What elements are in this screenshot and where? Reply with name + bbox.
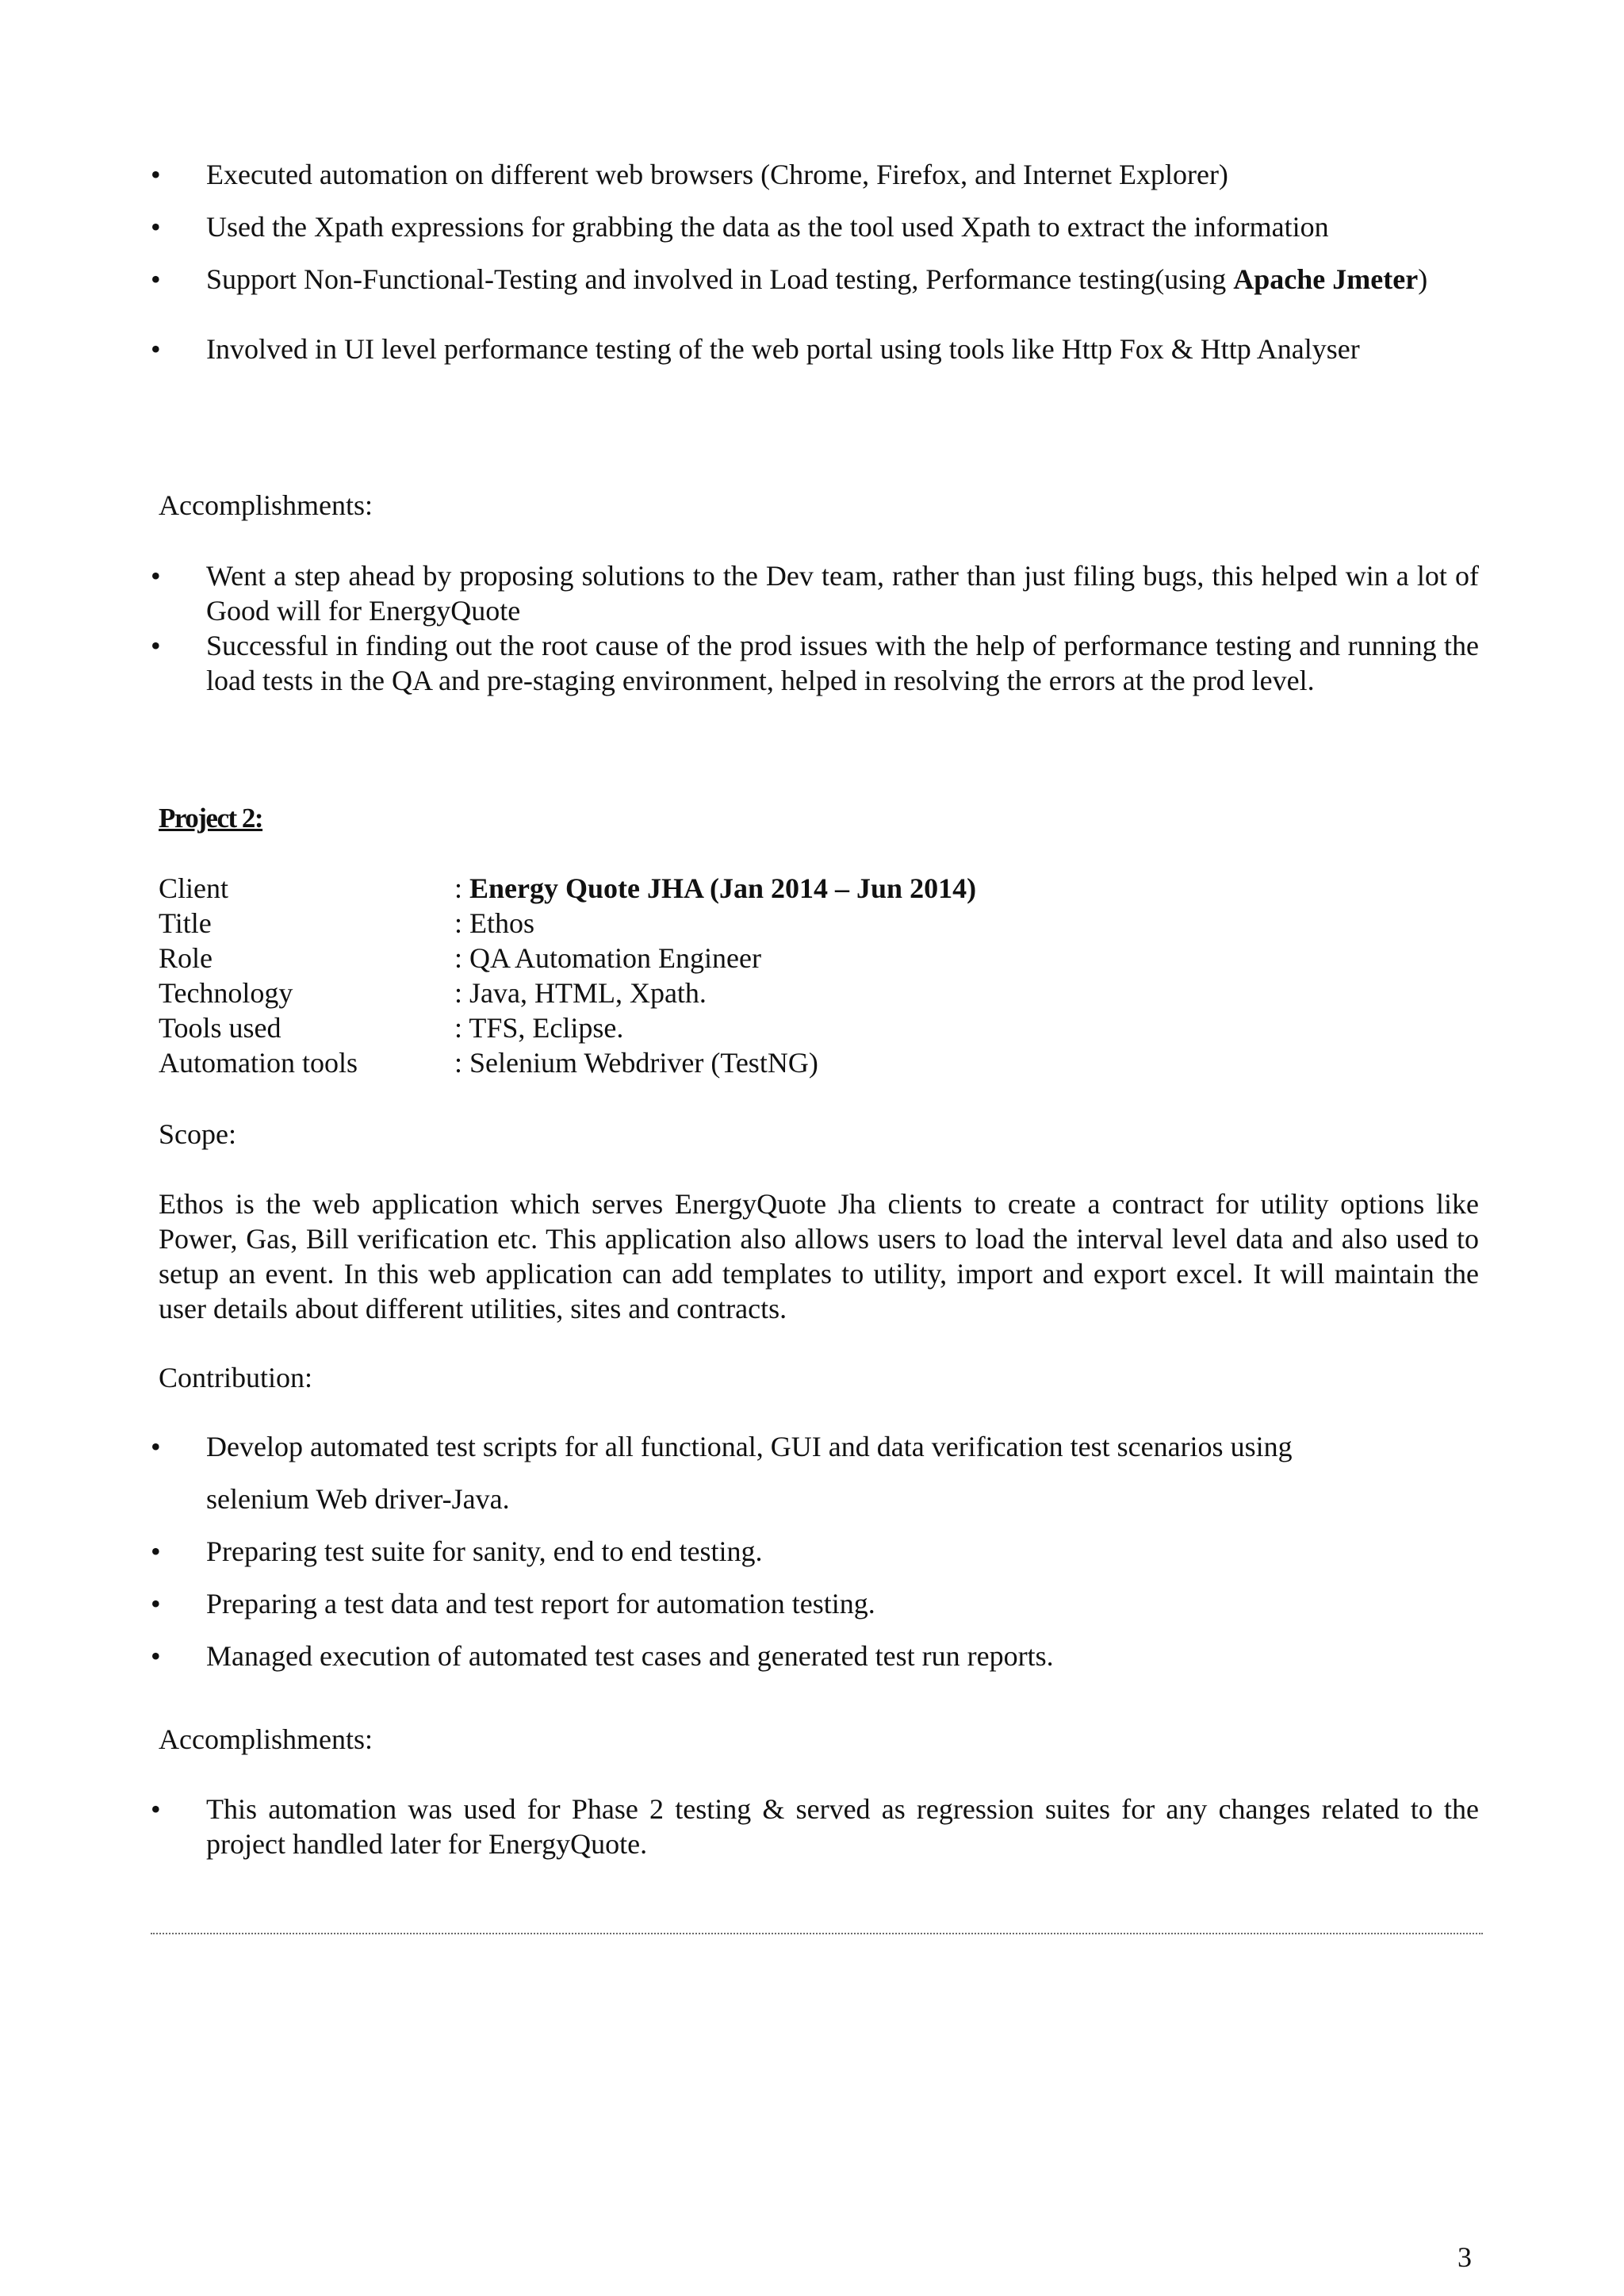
field-label-client: Client: [159, 872, 228, 904]
field-label-automation-tools: Automation tools: [159, 1047, 358, 1079]
list-item: • This automation was used for Phase 2 testing & served as regression suites for any changes related to the project handled later for EnergyQuote.: [206, 1792, 1479, 1861]
field-value-title: : Ethos: [454, 907, 535, 939]
list-item: • Support Non-Functional-Testing and involved in Load testing, Performance testing(using Apache Jmeter): [206, 262, 1479, 297]
project-title: Project 2:: [159, 803, 263, 834]
field-value-client: : Energy Quote JHA (Jan 2014 – Jun 2014): [454, 872, 977, 904]
field-label-role: Role: [159, 942, 213, 974]
page-number: 3: [1457, 2241, 1472, 2273]
field-value-tools: : TFS, Eclipse.: [454, 1012, 624, 1044]
accomplishments-heading: Accomplishments:: [159, 1723, 373, 1755]
field-label-title: Title: [159, 907, 212, 939]
list-item: • Managed execution of automated test cases and generated test run reports.: [206, 1639, 1479, 1673]
list-item: • Successful in finding out the root cause of the prod issues with the help of performance testing and running the load tests in the QA and pre-staging environment, helped in resolving the errors at the prod level.: [206, 628, 1479, 698]
list-item: • Used the Xpath expressions for grabbing the data as the tool used Xpath to extract the information: [206, 209, 1479, 244]
field-label-tools: Tools used: [159, 1012, 282, 1044]
field-value-role: : QA Automation Engineer: [454, 942, 761, 974]
list-item: • Preparing test suite for sanity, end to end testing.: [206, 1534, 1479, 1569]
list-item-continuation: selenium Web driver-Java.: [206, 1483, 510, 1515]
scope-paragraph: Ethos is the web application which serves EnergyQuote Jha clients to create a contract for utility options like Power, Gas, Bill verification etc. This application also allows users to load the interval level data and also used to setup an event. In this web application can add templates to utility, import and export excel. It will maintain the user details about different utilities, sites and contracts.: [159, 1188, 1479, 1324]
field-label-technology: Technology: [159, 977, 293, 1009]
list-item: • Involved in UI level performance testing of the web portal using tools like Http Fox & Http Analyser: [206, 332, 1479, 366]
contribution-heading: Contribution:: [159, 1362, 313, 1393]
field-value-technology: : Java, HTML, Xpath.: [454, 977, 707, 1009]
list-item: • Develop automated test scripts for all functional, GUI and data verification test scenarios using: [206, 1429, 1479, 1464]
accomplishments-heading: Accomplishments:: [159, 489, 373, 521]
section-divider: [151, 1933, 1483, 1934]
list-item: • Preparing a test data and test report for automation testing.: [206, 1586, 1479, 1621]
field-value-automation-tools: : Selenium Webdriver (TestNG): [454, 1047, 818, 1079]
list-item: • Executed automation on different web browsers (Chrome, Firefox, and Internet Explorer): [206, 157, 1479, 192]
list-item: • Went a step ahead by proposing solutions to the Dev team, rather than just filing bugs, this helped win a lot of Good will for EnergyQuote: [206, 558, 1479, 628]
bold-text: Apache Jmeter: [1233, 263, 1419, 295]
scope-heading: Scope:: [159, 1118, 236, 1150]
